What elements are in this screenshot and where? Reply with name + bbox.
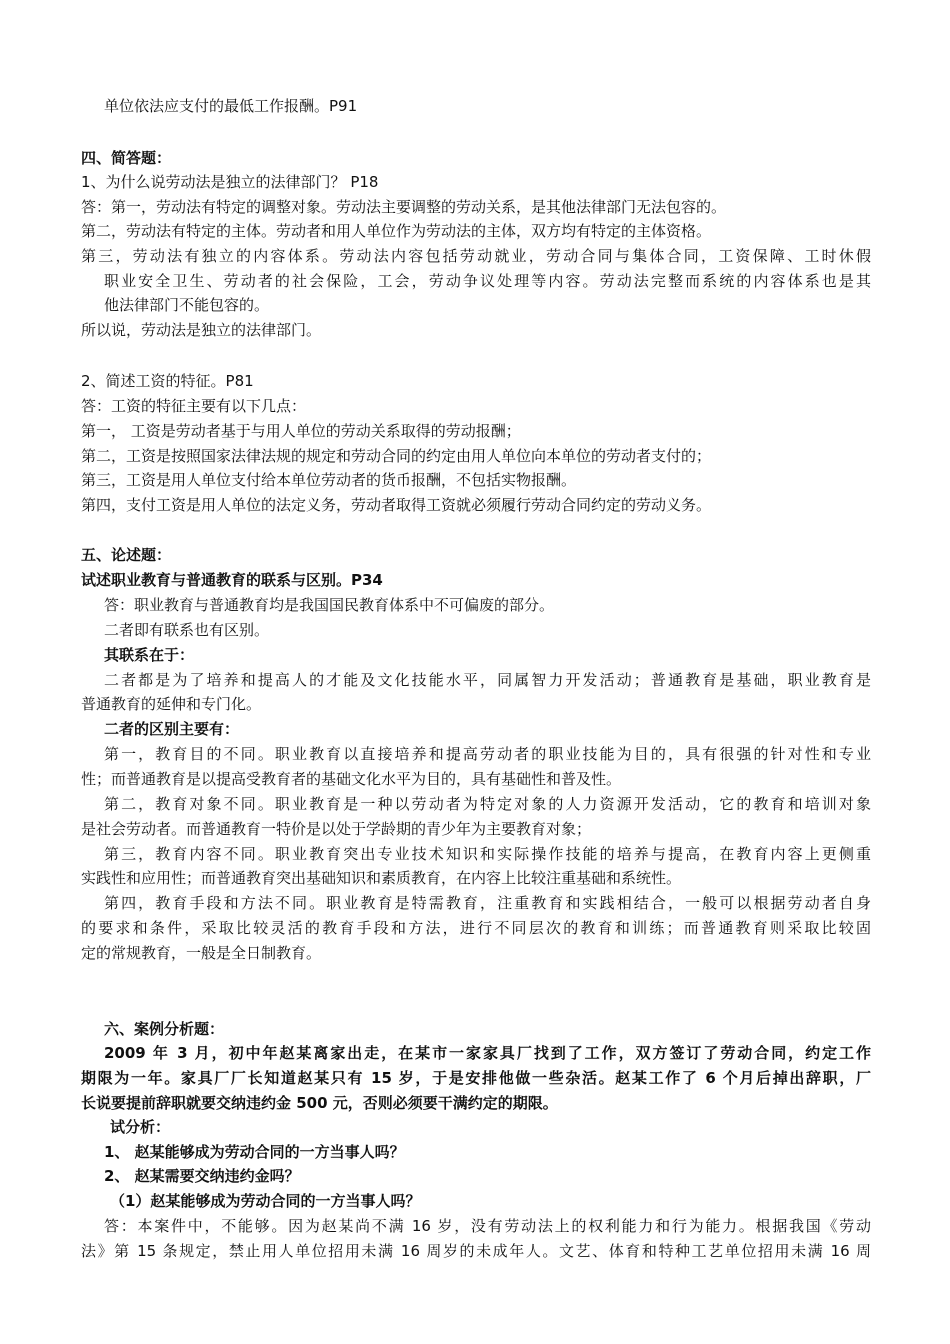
text-line: 第一，教育目的不同。职业教育以直接培养和提高劳动者的职业技能为目的，具有很强的针对性和专业 bbox=[104, 745, 871, 763]
text-line: 单位依法应支付的最低工作报酬。P91 bbox=[104, 97, 358, 115]
text-line: 的要求和条件，采取比较灵活的教育手段和方法，进行不同层次的教育和训练；而普通教育则采取比较固 bbox=[81, 919, 871, 937]
question-title: 试述职业教育与普通教育的联系与区别。P34 bbox=[81, 571, 383, 589]
case-text-line: 期限为一年。家具厂厂长知道赵某只有 15 岁，于是安排他做一些杂活。赵某工作了 6 个月后掉出辞职，厂 bbox=[81, 1069, 871, 1087]
question-title: 1、为什么说劳动法是独立的法律部门？ P18 bbox=[81, 173, 379, 191]
text-line: 普通教育的延伸和专门化。 bbox=[81, 695, 262, 713]
text-line: 第二，劳动法有特定的主体。劳动者和用人单位作为劳动法的主体，双方均有特定的主体资格。 bbox=[81, 222, 712, 240]
text-line: 答：本案件中，不能够。因为赵某尚不满 16 岁，没有劳动法上的权利能力和行为能力。根据我国《劳动 bbox=[104, 1217, 871, 1235]
text-line: 法》第 15 条规定，禁止用人单位招用未满 16 周岁的未成年人。文艺、体育和特种工艺单位招用未满 16 周 bbox=[81, 1242, 871, 1260]
text-line: 职业安全卫生、劳动者的社会保险，工会，劳动争议处理等内容。劳动法完整而系统的内容体系也是其 bbox=[104, 272, 871, 290]
case-text-line: 2009 年 3 月，初中年赵某离家出走，在某市一家家具厂找到了工作，双方签订了劳动合同，约定工作 bbox=[104, 1044, 871, 1062]
section-heading: 六、案例分析题： bbox=[104, 1020, 225, 1038]
text-line: 第二，教育对象不同。职业教育是一种以劳动者为特定对象的人力资源开发活动，它的教育和培训对象 bbox=[104, 795, 871, 813]
text-line: 第二，工资是按照国家法律法规的规定和劳动合同的约定由用人单位向本单位的劳动者支付的； bbox=[81, 447, 712, 465]
text-line: 第四，教育手段和方法不同。职业教育是特需教育，注重教育和实践相结合，一般可以根据劳动者自身 bbox=[104, 894, 871, 912]
text-line: 是社会劳动者。而普通教育一特价是以处于学龄期的青少年为主要教育对象； bbox=[81, 820, 592, 838]
text-line: 第三，教育内容不同。职业教育突出专业技术知识和实际操作技能的培养与提高，在教育内容上更侧重 bbox=[104, 845, 871, 863]
subheading: 二者的区别主要有： bbox=[104, 720, 240, 738]
text-line: 第一， 工资是劳动者基于与用人单位的劳动关系取得的劳动报酬； bbox=[81, 422, 521, 440]
text-line: 实践性和应用性；而普通教育突出基础知识和素质教育，在内容上比较注重基础和系统性。 bbox=[81, 869, 682, 887]
text-line: 答：第一，劳动法有特定的调整对象。劳动法主要调整的劳动关系，是其他法律部门无法包容的。 bbox=[81, 198, 727, 216]
section-heading: 五、论述题： bbox=[81, 546, 172, 564]
section-heading: 四、简答题： bbox=[81, 149, 172, 167]
text-line: 二者即有联系也有区别。 bbox=[104, 621, 270, 639]
text-line: 第三，工资是用人单位支付给本单位劳动者的货币报酬，不包括实物报酬。 bbox=[81, 471, 577, 489]
subheading: 试分析： bbox=[110, 1118, 171, 1136]
case-question: （1）赵某能够成为劳动合同的一方当事人吗？ bbox=[110, 1192, 421, 1210]
text-line: 第三，劳动法有独立的内容体系。劳动法内容包括劳动就业，劳动合同与集体合同，工资保障、工时休假 bbox=[81, 247, 871, 265]
text-line: 答：工资的特征主要有以下几点： bbox=[81, 397, 307, 415]
text-line: 第四，支付工资是用人单位的法定义务，劳动者取得工资就必须履行劳动合同约定的劳动义务。 bbox=[81, 496, 712, 514]
text-line: 答：职业教育与普通教育均是我国国民教育体系中不可偏废的部分。 bbox=[104, 596, 555, 614]
case-question: 2、 赵某需要交纳违约金吗？ bbox=[104, 1167, 300, 1185]
subheading: 其联系在于： bbox=[104, 646, 195, 664]
text-line: 定的常规教育，一般是全日制教育。 bbox=[81, 944, 322, 962]
text-line: 性；而普通教育是以提高受教育者的基础文化水平为目的，具有基础性和普及性。 bbox=[81, 770, 622, 788]
text-line: 他法律部门不能包容的。 bbox=[104, 296, 270, 314]
case-question: 1、 赵某能够成为劳动合同的一方当事人吗？ bbox=[104, 1143, 405, 1161]
text-line: 所以说，劳动法是独立的法律部门。 bbox=[81, 321, 322, 339]
question-title: 2、简述工资的特征。P81 bbox=[81, 372, 254, 390]
case-text-line: 长说要提前辞职就要交纳违约金 500 元，否则必须要干满约定的期限。 bbox=[81, 1094, 558, 1112]
text-line: 二者都是为了培养和提高人的才能及文化技能水平，同属智力开发活动；普通教育是基础，职业教育是 bbox=[104, 671, 871, 689]
